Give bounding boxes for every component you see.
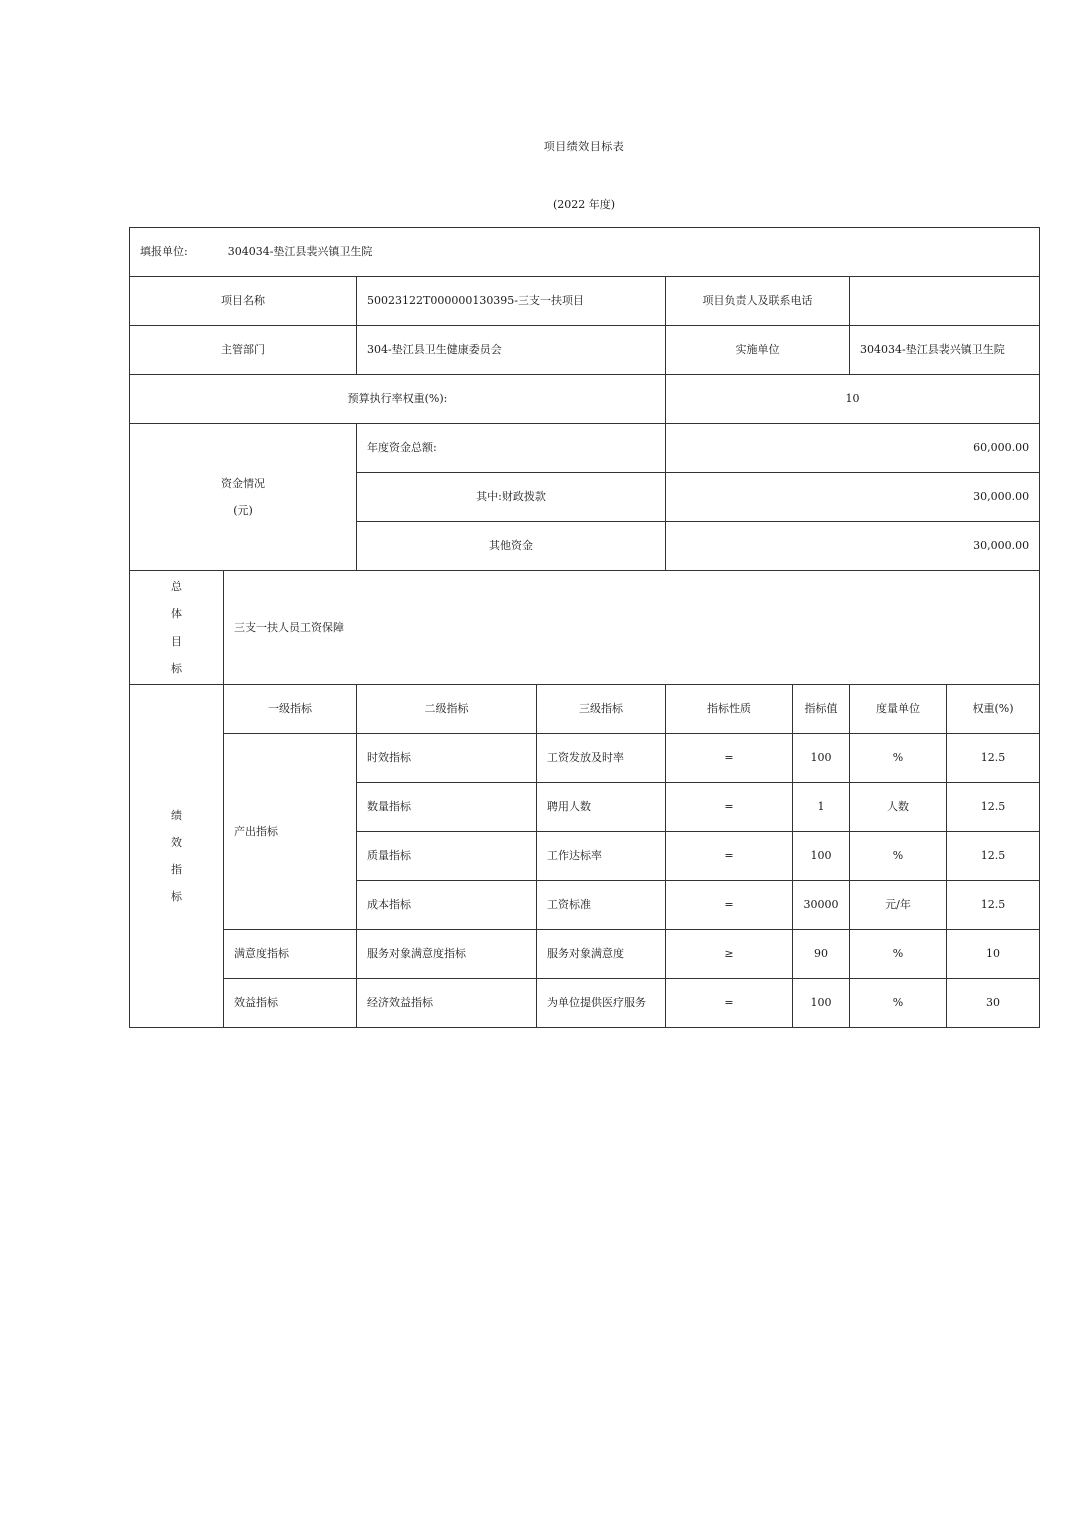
fund-fiscal-value: 30,000.00 [666, 473, 1040, 522]
table-row [130, 930, 1040, 979]
indicator-header-row [130, 685, 1040, 734]
project-name-label: 项目名称 [130, 277, 357, 326]
header-level1: 一级指标 [224, 685, 357, 734]
level2-cell: 数量指标 [357, 783, 537, 832]
level1-benefit: 效益指标 [224, 979, 357, 1028]
budget-weight-label: 预算执行率权重(%): [130, 375, 666, 424]
indicator-label-char: 效 [171, 835, 182, 849]
level2-cell: 服务对象满意度指标 [357, 930, 537, 979]
weight-cell: 12.5 [947, 881, 1040, 930]
level2-cell: 经济效益指标 [357, 979, 537, 1028]
budget-weight-value: 10 [666, 375, 1040, 424]
level3-cell: 聘用人数 [537, 783, 666, 832]
nature-cell: = [666, 832, 793, 881]
value-cell: 100 [793, 979, 850, 1028]
indicator-label-char: 指 [171, 863, 182, 876]
overall-goal-row [130, 571, 1040, 685]
nature-cell: = [666, 881, 793, 930]
value-cell: 100 [793, 734, 850, 783]
header-unit: 度量单位 [850, 685, 947, 734]
indicator-label-char: 绩 [171, 808, 182, 822]
table-row [130, 734, 1040, 783]
fund-other-label: 其他资金 [357, 522, 666, 571]
department-row [130, 326, 1040, 375]
overall-goal-label-char: 总 [171, 580, 182, 594]
overall-goal-label-char: 标 [171, 661, 182, 675]
reporting-unit-label: 填报单位: [140, 245, 188, 259]
value-cell: 90 [793, 930, 850, 979]
document-year: (2022 年度) [552, 198, 616, 211]
unit-cell: 元/年 [850, 881, 947, 930]
level3-cell: 为单位提供医疗服务 [537, 979, 666, 1028]
unit-cell: % [850, 734, 947, 783]
reporting-unit-value: 304034-垫江县裴兴镇卫生院 [227, 245, 373, 259]
fund-fiscal-label: 其中:财政拨款 [357, 473, 666, 522]
unit-cell: 人数 [850, 783, 947, 832]
overall-goal-label-char: 目 [171, 634, 182, 648]
table-row [130, 979, 1040, 1028]
header-value: 指标值 [793, 685, 850, 734]
nature-cell: = [666, 783, 793, 832]
fund-label: 资金情况 [221, 476, 265, 490]
fund-total-value: 60,000.00 [666, 424, 1040, 473]
reporting-unit-cell [130, 228, 1040, 277]
level2-cell: 质量指标 [357, 832, 537, 881]
project-contact-value [850, 277, 1040, 326]
reporting-unit-row [130, 228, 1040, 277]
fund-label-cell [130, 424, 357, 571]
document-title: 项目绩效目标表 [543, 140, 625, 153]
unit-cell: % [850, 979, 947, 1028]
header-nature: 指标性质 [666, 685, 793, 734]
department-label: 主管部门 [130, 326, 357, 375]
level1-satisfaction: 满意度指标 [224, 930, 357, 979]
implementing-unit-label: 实施单位 [666, 326, 850, 375]
level2-cell: 成本指标 [357, 881, 537, 930]
header-level3: 三级指标 [537, 685, 666, 734]
value-cell: 100 [793, 832, 850, 881]
value-cell: 30000 [793, 881, 850, 930]
project-name-value: 50023122T000000130395-三支一扶项目 [357, 277, 666, 326]
nature-cell: ≥ [666, 930, 793, 979]
level3-cell: 工资标准 [537, 881, 666, 930]
weight-cell: 12.5 [947, 832, 1040, 881]
overall-goal-text: 三支一扶人员工资保障 [224, 571, 1040, 685]
fund-total-label: 年度资金总额: [357, 424, 666, 473]
department-value: 304-垫江县卫生健康委员会 [357, 326, 666, 375]
level2-cell: 时效指标 [357, 734, 537, 783]
overall-goal-label-cell [130, 571, 224, 685]
level3-cell: 工作达标率 [537, 832, 666, 881]
level3-cell: 工资发放及时率 [537, 734, 666, 783]
nature-cell: = [666, 979, 793, 1028]
overall-goal-label-char: 体 [171, 607, 182, 621]
weight-cell: 12.5 [947, 783, 1040, 832]
project-contact-label: 项目负责人及联系电话 [666, 277, 850, 326]
fund-unit-label: (元) [233, 504, 253, 517]
budget-weight-row [130, 375, 1040, 424]
performance-goal-table [129, 227, 1040, 1028]
unit-cell: % [850, 832, 947, 881]
indicator-label-cell [130, 685, 224, 1028]
indicator-label-char: 标 [171, 890, 182, 904]
header-level2: 二级指标 [357, 685, 537, 734]
value-cell: 1 [793, 783, 850, 832]
header-weight: 权重(%) [947, 685, 1040, 734]
nature-cell: = [666, 734, 793, 783]
weight-cell: 12.5 [947, 734, 1040, 783]
fund-row [130, 424, 1040, 473]
weight-cell: 30 [947, 979, 1040, 1028]
implementing-unit-value: 304034-垫江县裴兴镇卫生院 [850, 326, 1040, 375]
unit-cell: % [850, 930, 947, 979]
level1-output: 产出指标 [224, 734, 357, 930]
fund-other-value: 30,000.00 [666, 522, 1040, 571]
weight-cell: 10 [947, 930, 1040, 979]
level3-cell: 服务对象满意度 [537, 930, 666, 979]
project-name-row [130, 277, 1040, 326]
